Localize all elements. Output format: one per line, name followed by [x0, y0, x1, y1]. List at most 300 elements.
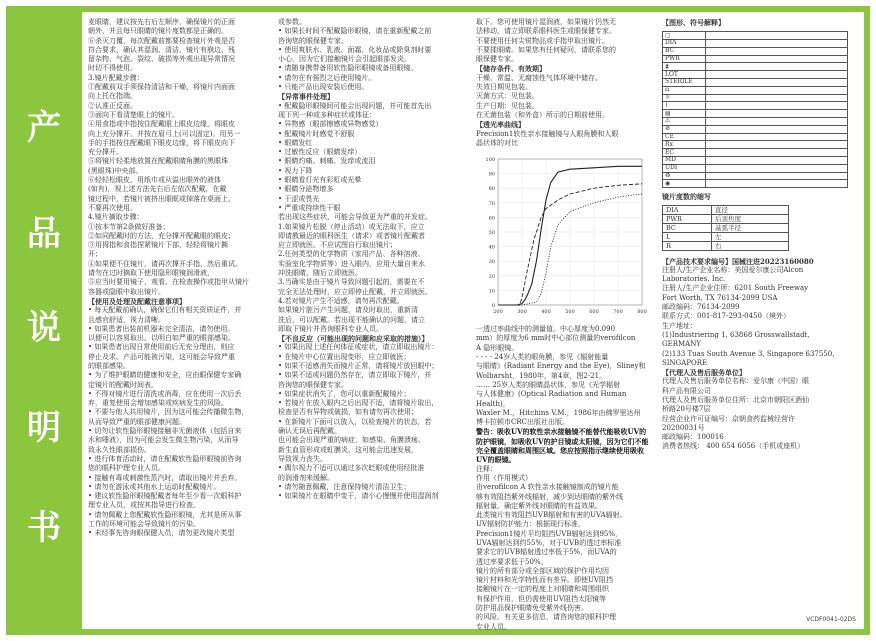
text-line: 【不良反应（可能出现的问题和应采取的措施）】	[278, 334, 429, 344]
text-line: Precision1镜片平均阻挡UVB辐射达到95%，	[476, 529, 623, 538]
side-title-char: 书	[27, 508, 61, 548]
text-line: 请勿在过时摘取下使用隐形眼镜润滑液，	[88, 269, 214, 278]
symbol-glyph: DIA	[665, 39, 677, 47]
x-tick-label: 700	[613, 309, 623, 316]
y-tick-label: 90	[488, 171, 495, 178]
symbol-glyph: ⊘	[665, 125, 671, 133]
text-line: 手的手指按住配戴眼下眼皮边缘，将下眼皮向下	[88, 138, 235, 147]
text-line: 开；	[88, 250, 102, 259]
text-line: ⑥杀灭刀覆，每次配戴前都要检查镜片外观是否	[88, 36, 235, 45]
text-line: 经营企业许可证编号：京朝食药监械经营许	[662, 414, 795, 423]
text-line: ②认准正反面。	[88, 101, 137, 110]
text-line: 镜过程中，若镜片被挤出眼眶或掉落在桌面上，	[88, 194, 235, 203]
text-line: 向上充分撑开。并按在眉弓上(可以固定)。用另一	[88, 129, 241, 138]
text-line: (黑眼珠)中央部。	[88, 166, 143, 175]
y-tick-label: 30	[488, 259, 495, 266]
text-line: 取下。您可使用镜片湿润液，如果镜片仍然无	[476, 18, 616, 26]
abbr-title: 镜片度数的缩写	[662, 192, 711, 202]
x-tick-label: 600	[589, 309, 599, 316]
text-line: 灭菌方式：见包装。	[476, 92, 539, 101]
text-line: 理专业人员，或按其指导进行检查。	[88, 501, 200, 510]
text-line: • 建议软性隐形眼镜配戴者每年至少看一次眼科护	[88, 492, 242, 501]
symbol-glyph: BC	[665, 47, 675, 55]
text-line: ⑤将镜片轻柔地放置在配戴眼睛角膜的黑眼珠	[88, 157, 228, 166]
abbr-row	[663, 205, 789, 214]
nosun-icon	[663, 94, 706, 102]
text-line: ①配戴前双手须保持清洁和干燥，将镜片内面面	[88, 83, 235, 92]
text-line: • 眼睛看灯光有彩虹或光晕	[278, 176, 362, 185]
text-line: 消费者热线： 400 654 6056（手机或座机）	[662, 442, 805, 451]
symbol-glyph: STERILE	[665, 78, 693, 86]
text-line: 辐射量。确定紫外线对眼睛的有益效果。	[476, 501, 602, 510]
symbol-row	[663, 79, 848, 87]
text-line: GERMANY	[662, 340, 701, 349]
noreuse-icon	[663, 125, 706, 133]
text-line: 小心，因为它们接触镜片会引起眼部发炎。	[278, 55, 411, 64]
text-line: 3.当确实是由于镜片导致问题引起的，需要在不	[278, 278, 425, 287]
abbr-value: 后顶焦度	[712, 214, 789, 223]
text-line: 【储存条件、有效期】	[476, 64, 546, 74]
text-line: • 使用爽肤水、乳液、面霜、化妆品或除臭剂时要	[278, 45, 432, 54]
text-line: Waxler M.，Hitchins V.M.，1986年由佛罗里达州	[476, 408, 641, 417]
column-3-top-text	[476, 18, 652, 148]
page-frame	[6, 6, 870, 635]
symbol-glyph: ⌂	[665, 86, 670, 94]
text-line: • 若镜片在放入眼内之后出现不适，请将镜片取出，	[278, 399, 439, 408]
text-line: 专业人员。	[476, 622, 511, 631]
symbol-glyph: ◉	[665, 179, 671, 187]
symbols-table	[662, 31, 848, 188]
text-line: • 请勿在游泳或其他水上运动时配戴镜片。	[88, 482, 221, 491]
text-line: (1)Industriering 1, 63868 Grosswallstadt,	[662, 330, 810, 339]
abbr-key: R	[663, 241, 712, 250]
text-line: • 如果不适感消失而镜片正常，请将镜片放回眼中；	[278, 361, 439, 370]
abbr-table	[662, 205, 789, 251]
symbol-row	[663, 94, 848, 102]
abbr-key: BC	[663, 223, 712, 232]
text-line: 作用（作用模式）	[476, 473, 532, 482]
text-line: 不要揉眼睛。如果您有任何疑问，请联系您的	[476, 45, 616, 54]
text-line: 【产品技术要求编号】国械注进20223160080	[662, 256, 814, 266]
text-line: 不要再次使用。	[88, 203, 137, 212]
text-line: • 每天配戴前确认，确保它们有相关资质证件，并	[88, 306, 242, 315]
text-line: ①按本节第2条做好准备；	[88, 222, 170, 231]
text-line: 镜片材料和光学特性而有差异。即使UV阻挡	[476, 576, 613, 585]
y-tick-label: 50	[488, 230, 495, 237]
symbol-row	[663, 86, 848, 94]
symbol-row	[663, 118, 848, 126]
symbol-meaning	[706, 55, 848, 63]
text-line: 3.镜片配戴步骤：	[88, 73, 144, 82]
side-title-char: 明	[27, 408, 61, 448]
text-line: 确认无误后再配戴。	[278, 427, 341, 436]
pwr-icon	[663, 55, 706, 63]
box-icon	[663, 32, 706, 40]
abbr-key: L	[663, 232, 712, 241]
text-line: • 如果出现上述任何体征或症状，请立即取出镜片：	[278, 343, 439, 352]
text-line: 水和唾液），因为可能会发生微生物污染，从而导	[88, 436, 239, 445]
text-line: 代理人及售后服务单位名称：爱尔康（中国）眼	[662, 377, 809, 386]
text-line: • 接触有毒或刺激性蒸汽时，请取出镜片并丢弃。	[88, 473, 242, 482]
text-line: 导致视力丧失。	[278, 454, 327, 463]
text-line: Fort Worth, TX 76134-2099 USA	[662, 293, 778, 302]
text-line: 博卡拉顿市CRC出版社出版。	[476, 418, 569, 427]
text-line: 注册人/生产企业住所：6201 South Freeway	[662, 284, 809, 293]
text-line: ②如同配戴时的方法，充分撑开配戴眼的眼皮；	[88, 231, 235, 240]
symbol-glyph: ♻	[665, 172, 671, 180]
bc-icon	[663, 47, 706, 55]
text-line: • 请勿随意佩戴，注意保持镜片清洁卫生；	[278, 482, 411, 491]
warn-icon	[663, 118, 706, 126]
symbol-meaning	[706, 71, 848, 79]
text-line: • 请随身携带备用软性隐形眼镜或备用眼镜。	[278, 64, 418, 73]
ce-icon	[663, 133, 706, 141]
text-line: 留杂物、气泡、裂纹、破损等外观出现异常情况	[88, 55, 235, 64]
symbol-meaning	[706, 157, 848, 165]
text-line: 以便可以容易取出。以明白如严重的眼部感染。	[88, 334, 235, 343]
abbr-value: 右	[712, 241, 789, 250]
text-line: A 隐形眼镜。	[476, 343, 519, 352]
text-line: 【异常事件处理】	[278, 92, 334, 102]
text-line: - - - - 24岁人类的眼角膜，参见《辐射能量	[476, 353, 609, 362]
abbr-value: 左	[712, 232, 789, 241]
symbol-meaning	[706, 47, 848, 55]
text-line: 新生血管形成或虹膜炎，这可能会迅速发展，	[278, 445, 418, 454]
text-line: 1.如果镜片松脱（停止活动）或无法取下，应立	[278, 222, 425, 231]
text-line: • 如果患者出装前机器未完全清洁，请勿使用。	[88, 324, 235, 333]
symbol-meaning	[706, 118, 848, 126]
y-tick-label: 100	[485, 157, 495, 164]
y-tick-label: 20	[488, 273, 495, 280]
text-line: 如果镜片脏污产生问题，请及时取出，重新清	[278, 306, 418, 315]
text-line: • 只能产品出现安装后使用。	[278, 83, 369, 92]
text-line: 注释：	[476, 464, 497, 473]
text-line: 弃，重复使用会增加感染或疾病发生的风险。	[88, 399, 228, 408]
symbol-meaning	[706, 164, 848, 172]
text-line: • 为了维护眼睛的健康和安全，应由眼保健专家确	[88, 371, 242, 380]
transmittance-chart	[476, 151, 648, 321]
green-icon	[663, 180, 706, 188]
symbol-glyph: EC	[665, 148, 674, 156]
side-title	[6, 6, 82, 635]
text-line: 防护用品保护眼睛免受紫外线伤害。	[476, 604, 588, 613]
text-line: 检查是否有异物或破损，如有请勿再次使用；	[278, 408, 418, 417]
text-line: UVA辐射达到约55%，对于UVB的透过率标准	[476, 538, 622, 547]
symbol-meaning	[706, 141, 848, 149]
text-line: 一透过率曲线中的测量值。中心厚度为0.090	[476, 325, 616, 334]
side-title-char: 产	[27, 108, 61, 148]
text-line: 【代理人及售后服务单位】	[662, 368, 746, 378]
symbol-meaning	[706, 86, 848, 94]
text-line: • 切勿让软性隐形眼镜接触非无菌液体（包括自来	[88, 427, 242, 436]
text-line: • 未经事先咨询眼保健人员，请勿更改镜片类型	[88, 529, 235, 538]
text-line: 镜片的所有部分或全部区域的保护作用均因	[476, 566, 609, 575]
text-line: (如有)，视上述方法先右后左依次配戴，在戴	[88, 185, 227, 194]
text-line: 桥路20号楼7层	[662, 405, 711, 414]
symbol-glyph: Rx	[665, 140, 673, 148]
text-column-1	[88, 18, 266, 618]
text-line: 冲洗眼睛，随后立即就医。	[278, 269, 362, 278]
abbr-row	[663, 232, 789, 241]
date-icon	[663, 63, 706, 71]
text-line: 且感官舒适，视力清晰。	[88, 315, 165, 324]
text-line: 定镜片的配戴时间表。	[88, 380, 158, 389]
text-line: UV辐射防护能力：根据现行标准，	[476, 520, 585, 529]
text-line: 够有效阻挡紫外线辐射，减少到达眼睛的紫外线	[476, 492, 623, 501]
text-line: • 眼睛分泌物增多	[278, 185, 334, 194]
symbol-glyph: ⌇	[665, 101, 668, 109]
text-line: 接触镜片在一定的程度上对眼睛和周围组织	[476, 585, 609, 594]
symbol-meaning	[706, 102, 848, 110]
text-line: • 过敏性反应（眼睛发痒）	[278, 148, 362, 157]
text-line: ⑤应当时要用镜子，观看、在检查操作或指甲从镜片	[88, 278, 249, 287]
y-tick-label: 10	[488, 288, 495, 295]
text-line: 邮政编码：76134-2099	[662, 303, 740, 312]
text-line: 4.若对镜片产生不适感，请勿再次配戴。	[278, 296, 404, 305]
symbol-glyph: ▢	[665, 31, 671, 39]
text-line: 联系方式：001-817-293-0450（境外）	[662, 312, 790, 321]
symbol-row	[663, 47, 848, 55]
symbol-meaning	[706, 79, 848, 87]
text-line: Precision1软性亲水接触镜与人眼角膜和人眼	[476, 129, 619, 138]
text-line: 生产日期：见包装。	[476, 101, 539, 110]
temp-icon	[663, 102, 706, 110]
text-line: • 配戴隐形眼镜间可能会出现问题，并可能首先出	[278, 101, 432, 110]
text-line: 咨询您的眼保健专家。	[278, 380, 348, 389]
text-line: 也可能会出现严重的病症，如感染、角膜溃疡、	[278, 436, 425, 445]
symbols-title: 【图形、符号解释】	[662, 18, 725, 27]
manufacturer-info	[662, 257, 858, 452]
text-line: 生产地址：	[662, 321, 697, 330]
text-line: Laboratories, Inc.	[662, 275, 726, 284]
rx-icon	[663, 141, 706, 149]
abbr-key: DIA	[663, 205, 712, 214]
symbol-row	[663, 102, 848, 110]
udi-icon	[663, 164, 706, 172]
uv-warning: 警告：吸收UV的软性亲水接触镜不能替代能吸收UV的防护眼镜，如吸收UV的护目镜或太阳镜，因为它们不能完全覆盖眼睛和周围区域。您应按照指示继续使用吸收UV的眼镜。	[476, 427, 649, 465]
symbol-glyph: ⧗	[665, 62, 670, 70]
column-3-tail-text	[476, 465, 652, 632]
x-tick-label: 200	[493, 309, 503, 316]
lot-icon	[663, 71, 706, 79]
symbol-glyph: ⚠	[665, 117, 671, 125]
y-tick-label: 80	[488, 186, 495, 193]
symbol-row	[663, 149, 848, 157]
text-line: 由verofilcon A 软性亲水接触镜制成的镜片能	[476, 483, 619, 492]
text-line: • 眼睛发红	[278, 138, 313, 147]
symbol-meaning	[706, 172, 848, 180]
text-line: 要求它的UVB辐射透过率低于5%，而UVA的	[476, 548, 617, 557]
text-line: • 偶尔视力不适可以通过多次眨眼或使用经批准	[278, 464, 425, 473]
text-line: • 干涩或畏光	[278, 194, 320, 203]
y-tick-label: 70	[488, 200, 495, 207]
symbol-glyph: LOT	[665, 70, 678, 78]
text-line: • 严重或持续性干眼	[278, 203, 341, 212]
symbol-row	[663, 63, 848, 71]
abbr-row	[663, 223, 789, 232]
text-line: 与人体健康》(Optical Radiation and Human Health)，	[476, 390, 627, 408]
symbol-glyph: PWR	[665, 55, 680, 63]
symbol-glyph: MD	[665, 156, 676, 164]
symbol-row	[663, 172, 848, 180]
text-line: 在无菌包装（和外盒）所示的日期前使用。	[476, 110, 609, 119]
text-line: (2)133 Tuas South Avenue 3, Singapore 637550,	[662, 349, 835, 358]
symbol-glyph: CE	[665, 133, 674, 141]
text-line: 科产品有限公司	[662, 386, 711, 395]
document-page	[82, 12, 864, 629]
text-line: 晶状体的对比	[476, 138, 518, 147]
text-line: • 如果患者出现日常使用前后无充分理由，则应	[88, 343, 235, 352]
text-line: ③面向下看清楚眼上的镜片。	[88, 110, 179, 119]
text-line: 洗后，可以配戴。若出现不能确认的问题，请立	[278, 315, 425, 324]
x-tick-label: 800	[637, 309, 647, 316]
text-line: ⑥轻轻松眼皮，用纸巾或从溢出眼外的液体	[88, 176, 221, 185]
symbol-meaning	[706, 180, 848, 188]
recycle-icon	[663, 172, 706, 180]
text-line: 的润滑剂来缓解。	[278, 473, 334, 482]
text-line: 代理人及售后服务单位住所：北京市朝阳区酒仙	[662, 395, 809, 404]
text-line: 注册人/生产企业名称：美国爱尔康公司Alcon	[662, 265, 804, 274]
symbol-row	[663, 180, 848, 188]
text-line: • 如果镜片在眼睛中变干，请小心慢慢并使用湿润剂	[278, 492, 439, 501]
y-tick-label: 60	[488, 215, 495, 222]
text-line: • 如果症状消失了，您可以重新配戴镜片；	[278, 389, 411, 398]
text-column-4	[662, 18, 858, 618]
symbol-meaning	[706, 32, 848, 40]
text-line: 透过率要求低于50%。	[476, 557, 548, 566]
text-line: 应立即就医。不应试图自行取出镜片；	[278, 241, 397, 250]
text-line: 咨询您的眼保健专家。	[278, 36, 348, 45]
text-line: • 进行体育活动时，请在配戴软性隐形眼镜前咨询	[88, 454, 242, 463]
symbol-meaning	[706, 110, 848, 118]
text-line: 现下列一种或多种症状或体征：	[278, 110, 376, 119]
text-column-2	[278, 18, 456, 618]
ec-icon	[663, 149, 706, 157]
text-line: 朝外，并且每只眼睛的镜片度数都是正确的。	[88, 27, 228, 36]
symbol-meaning	[706, 149, 848, 157]
text-line: • 请勿佩戴上您配戴软性隐形眼镜，尤其是所从事	[88, 510, 242, 519]
text-line: 时切不得使用。	[88, 64, 137, 73]
symbol-row	[663, 40, 848, 48]
text-line: 法移动，请立即联系眼科医生或眼保健专家。	[476, 27, 616, 36]
text-line: 20200031号	[662, 423, 705, 432]
text-line: …… 25岁人类的眼睛晶状体，参见《光学辐射	[476, 380, 621, 389]
text-line: 致永久性眼部损伤。	[88, 445, 151, 454]
factory-icon	[663, 86, 706, 94]
symbol-glyph: UDI	[665, 164, 678, 172]
text-line: 从而导致严重的眼部健康问题。	[88, 417, 186, 426]
symbol-meaning	[706, 133, 848, 141]
text-line: 充分撑开。	[88, 148, 123, 157]
text-line: 2.任何类型的化学物质（家用产品、各种溶液、	[278, 250, 425, 259]
text-line: 实验室化学物质等）进入眼内，应用大量自来水	[278, 259, 425, 268]
text-line: 若出现这些症状，可能会导致更为严重的并发症。	[278, 213, 432, 222]
text-line: • 如果不适或问题仍然存在，请立即取下镜片，并	[278, 371, 432, 380]
text-line: 符合要求，确认其湿润、清洁、镜片有崩边、残	[88, 45, 235, 54]
text-line: • 不要与他人共用镜片，因为这可能会传播微生物，	[88, 408, 249, 417]
text-line: 【使用及处理及配戴注意事项】	[88, 296, 186, 306]
text-line: • 配戴镜片时感觉不舒服	[278, 129, 355, 138]
md-icon	[663, 157, 706, 165]
text-line: • 视力下降	[278, 166, 313, 175]
symbol-row	[663, 164, 848, 172]
abbr-value: 基弧半径	[712, 223, 789, 232]
text-line: SINGAPORE	[662, 358, 708, 367]
symbol-row	[663, 133, 848, 141]
symbol-row	[663, 55, 848, 63]
y-tick-label: 0	[491, 303, 495, 310]
text-line: • 在镜片中心位置出现变形，应立即就医；	[278, 352, 411, 361]
text-line: ③用拇指和食指捏紧镜片下部，轻轻将镜片撕	[88, 241, 228, 250]
text-line: 失效日期见包装。	[476, 83, 532, 92]
text-line: 您的眼科护理专业人员。	[88, 464, 165, 473]
symbol-row	[663, 32, 848, 40]
symbol-meaning	[706, 125, 848, 133]
symbol-row	[663, 110, 848, 118]
text-line: 向上托在指端。	[88, 92, 137, 101]
text-line: 工作的环境可能会导致镜片的污染。	[88, 520, 200, 529]
symbol-glyph: ▤	[665, 109, 671, 117]
text-line: • 请勿在有强烈之后使用镜片。	[278, 73, 376, 82]
text-line: • 眼睛灼痛、刺痛、发痒或流泪	[278, 157, 376, 166]
text-line: 眼保健专家。	[476, 55, 518, 64]
y-tick-label: 40	[488, 244, 495, 251]
symbol-glyph: ☼	[665, 94, 671, 102]
text-line: 有保护作用，但仍需使用UV阻挡太阳镜等	[476, 594, 606, 603]
side-title-char: 品	[27, 214, 61, 254]
symbol-meaning	[706, 40, 848, 48]
text-line: ④用食指或中指按住配戴眼上眼皮边缘，将眼皮	[88, 120, 235, 129]
text-line: • 不得对镜片进行清洗或消毒，应在使用一次后丢	[88, 389, 242, 398]
x-tick-label: 400	[541, 309, 551, 316]
symbol-meaning	[706, 63, 848, 71]
text-line: 即取下镜片并咨询眼科专业人员。	[278, 324, 383, 333]
abbr-value: 直径	[712, 205, 789, 214]
text-line: mm）的厚度为6 mm时中心部位测量的verofilcon	[476, 334, 636, 343]
symbol-row	[663, 125, 848, 133]
text-line: 麦眼睛，建议按先右后左顺序，确保镜片的正面	[88, 18, 235, 26]
abbr-key: PWR	[663, 214, 712, 223]
text-line: 停止及求。产品可能被污染，这可能会导致严重	[88, 352, 235, 361]
text-line: 或参数。	[278, 18, 306, 26]
abbr-row	[663, 241, 789, 250]
side-title-char: 说	[27, 308, 61, 348]
text-line: 完全无法处理时，应立即停止配戴，并立即就医。	[278, 287, 432, 296]
text-line: 的眼部感染。	[88, 361, 130, 370]
sterile-icon	[663, 79, 706, 87]
text-column-3	[476, 18, 652, 631]
transmittance-chart-svg	[476, 151, 648, 321]
symbol-row	[663, 157, 848, 165]
text-line: ④如果便不住镜片，请再次撑开手指，然后重试。	[88, 259, 242, 268]
text-line: • 如果长时间不配戴隐形眼镜，请在重新配戴之前	[278, 27, 432, 36]
x-tick-label: 300	[517, 309, 527, 316]
text-line: 即请教最近的眼科医生（请求）或者镜片配戴者	[278, 231, 425, 240]
text-line: 4.镜片摘取步骤：	[88, 213, 144, 222]
text-line: 容器或隐眼中取出镜片。	[88, 287, 165, 296]
document-code: VCDF0041-02DS	[806, 616, 856, 623]
text-line: 此类镜片有效阻挡UVB辐射和有害的UVA辐射。	[476, 511, 627, 520]
text-line: 不要使用任何尖锐物品或手指甲取出镜片。	[476, 36, 609, 45]
text-line: 的风险。有关更多信息，请咨询您的眼科护理	[476, 613, 616, 622]
symbol-meaning	[706, 94, 848, 102]
dia-icon	[663, 40, 706, 48]
text-line: • 在新镜片下面可以放入，以检查镜片的状态，若	[278, 417, 432, 426]
symbol-row	[663, 141, 848, 149]
text-line: • 异物感（眼部擦感或异物感觉）	[278, 120, 383, 129]
text-line: 与眼睛》(Radiant Energy and the Eye)，Sliney和	[476, 362, 646, 371]
text-line: Wolbarsht，1980年，第4章，图2-21。	[476, 371, 607, 380]
